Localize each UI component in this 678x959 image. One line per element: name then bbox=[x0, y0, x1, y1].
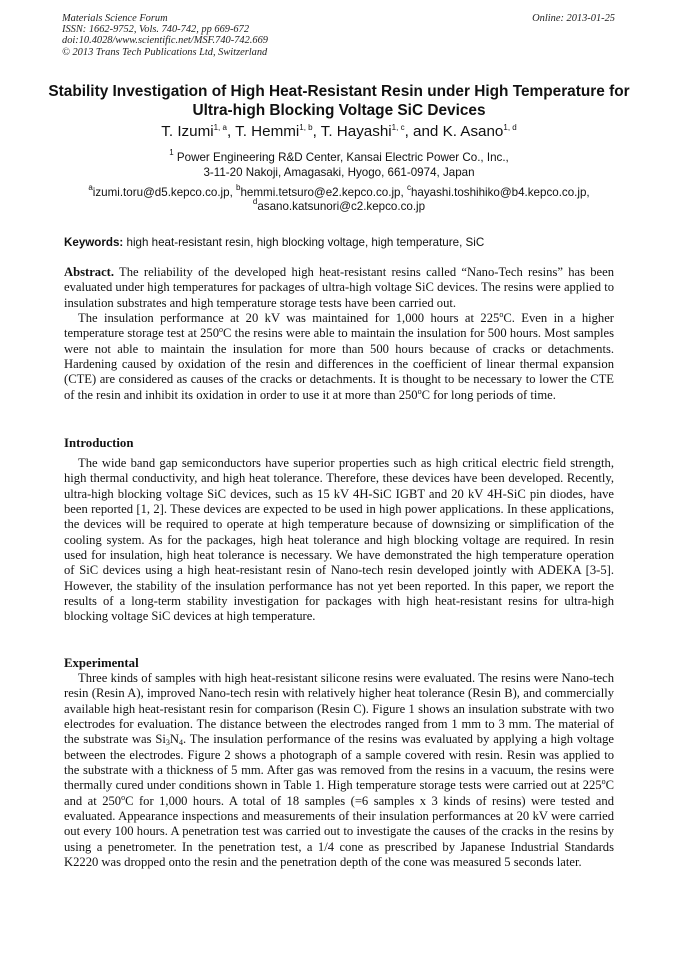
email-separator: , bbox=[586, 186, 590, 199]
author-separator: , and bbox=[404, 123, 443, 140]
degree-mark: o bbox=[121, 792, 126, 802]
author-affil-mark: 1, b bbox=[299, 123, 313, 132]
email-link[interactable]: hemmi.tetsuro@e2.kepco.co.jp bbox=[240, 186, 401, 199]
doi-line[interactable]: doi:10.4028/www.scientific.net/MSF.740-742.669 bbox=[62, 35, 268, 47]
keywords-label: Keywords: bbox=[64, 236, 124, 249]
experimental-section bbox=[64, 671, 614, 870]
email-mark: c bbox=[406, 183, 411, 192]
degree-mark: o bbox=[219, 325, 223, 335]
author-list bbox=[40, 123, 638, 140]
author-separator: , bbox=[226, 123, 236, 140]
email-separator: , bbox=[400, 186, 407, 199]
abstract-paragraph-2: The insulation performance at 20 kV was maintained for 1,000 hours at 225$^o$C. Even in a higher temperature storage test at 250$^o$C the resins were able to maintain the insulation for 500 hours. Most samples were not able to maintain the insulation for more than 500 hours because of cracks or detachments. Hardening caused by oxidation of the resin and differences in the coefficient of linear thermal expansion (CTE) are considered as causes of the cracks or detachments. It is thought to be necessary to lower the CTE of the resin and inhibit its oxidation in order to use it at more than 250$^o$C for long periods of time. bbox=[64, 310, 615, 402]
issn-line: ISSN: 1662-9752, Vols. 740-742, pp 669-672 bbox=[62, 24, 250, 36]
author-affil-mark: 1, a bbox=[213, 123, 227, 132]
abstract-section bbox=[64, 265, 614, 403]
introduction-paragraph: The wide band gap semiconductors have superior properties such as high critical electric field strength, high thermal conductivity, and high heat tolerance. Therefore, these devices have been developed. Recently, ultra-high blocking voltage SiC devices, such as 15 kV 4H-SiC IGBT and 20 kV 4H-SiC pin diodes, have been reported [1, 2]. These devices are expected to be used in high power applications. In these applications, the devices will be required to operate at high temperature because of downsizing or simplification of the cooling system. As for the packages, high heat tolerance and high blocking voltage are required. In resin used for insulation, high heat tolerance is necessary. We have demonstrated the high temperature operation of SiC devices using a high heat-resistant resin of Nano-tech resin developed jointly with ADEKA [3-5]. However, the stability of the insulation performance has not yet been reported. In this paper, we report the results of a long-term stability investigation for packages with high heat-resistant resins for ultra-high blocking voltage SiC devices at high temperature. bbox=[64, 456, 614, 624]
email-link[interactable]: izumi.toru@d5.kepco.co.jp bbox=[92, 186, 230, 199]
subscript: 3 bbox=[165, 738, 170, 748]
journal-name: Materials Science Forum bbox=[62, 13, 168, 24]
author-affil-mark: 1, c bbox=[391, 123, 405, 132]
keywords bbox=[64, 236, 624, 249]
keywords-text: high heat-resistant resin, high blocking voltage, high temperature, SiC bbox=[126, 236, 485, 249]
abstract-label: Abstract. bbox=[64, 265, 115, 279]
author-name: T. Hemmi bbox=[235, 123, 300, 140]
email-list bbox=[40, 183, 638, 214]
experimental-heading: Experimental bbox=[64, 656, 139, 670]
author-affil-mark: 1, d bbox=[503, 123, 517, 132]
affiliation-line-2: 3-11-20 Nakoji, Amagasaki, Hyogo, 661-0974, Japan bbox=[203, 165, 475, 179]
paper-title: Stability Investigation of High Heat-Resistant Resin under High Temperature for Ultra-high Blocking Voltage SiC Devices bbox=[48, 83, 630, 119]
author-name: K. Asano bbox=[442, 123, 504, 140]
introduction-heading: Introduction bbox=[64, 436, 134, 450]
degree-mark: o bbox=[601, 777, 606, 787]
subscript: 4 bbox=[178, 738, 183, 748]
email-separator: , bbox=[229, 186, 237, 199]
abstract-paragraph-1: Abstract. The reliability of the developed high heat-resistant resins called “Nano-Tech resins” has been evaluated under high temperatures for packages of ultra-high voltage SiC devices. The resins were applied to insulation substrates and high temperature storage tests have been carried out. bbox=[64, 265, 615, 310]
email-mark: b bbox=[236, 183, 241, 192]
author-name: T. Izumi bbox=[161, 123, 214, 140]
copyright-line: © 2013 Trans Tech Publications Ltd, Switzerland bbox=[62, 46, 268, 58]
affiliation bbox=[40, 148, 638, 180]
affiliation-line-1: Power Engineering R&D Center, Kansai Electric Power Co., Inc., bbox=[176, 151, 509, 164]
email-link[interactable]: hayashi.toshihiko@b4.kepco.co.jp bbox=[410, 186, 587, 199]
introduction-section bbox=[64, 456, 614, 625]
affiliation-mark: 1 bbox=[169, 148, 174, 157]
author-name: T. Hayashi bbox=[320, 123, 392, 140]
degree-mark: o bbox=[499, 310, 504, 320]
email-mark: a bbox=[88, 183, 93, 192]
degree-mark: o bbox=[417, 386, 422, 396]
experimental-paragraph: Three kinds of samples with high heat-resistant silicone resins were evaluated. The resins were Nano-tech resin (Resin A), improved Nano-tech resin with relatively higher heat tolerance (Resin B), and commercially available high heat-resistant resin for comparison (Resin C). Figure 1 shows an insulation substrate with two electrodes for evaluation. The distance between the electrodes ranged from 1 mm to 3 mm. The material of the substrate was $Si_3N_4$. The insulation performance of the resins was evaluated by applying a high voltage between the electrodes. Figure 2 shows a photograph of a sample covered with resin. Resin was applied to the substrate with a thickness of 5 mm. After gas was removed from the resins in a vacuum, the resins were thermally cured under conditions shown in Table 1. High temperature storage tests were carried out at 225$^o$C and at 250$^o$C for 1,000 hours. A total of 18 samples (=6 samples x 3 kinds of resins) were tested and evaluated. Appearance inspections and measurements of their insulation performances at 20 kV were carried out every 100 hours. A penetration test was carried out to investigate the causes of the cracks in the resins by using a penetrometer. In the penetration test, a 1/4 cone as prescribed by Japanese Industrial Standards K2220 was dropped onto the resin and the penetration depth of the cone was measured 5 seconds later. bbox=[64, 671, 614, 870]
author-separator: , bbox=[312, 123, 321, 140]
email-link[interactable]: asano.katsunori@c2.kepco.co.jp bbox=[257, 200, 426, 213]
online-date: Online: 2013-01-25 bbox=[532, 13, 615, 24]
email-mark: d bbox=[252, 197, 258, 206]
journal-header bbox=[62, 13, 268, 58]
